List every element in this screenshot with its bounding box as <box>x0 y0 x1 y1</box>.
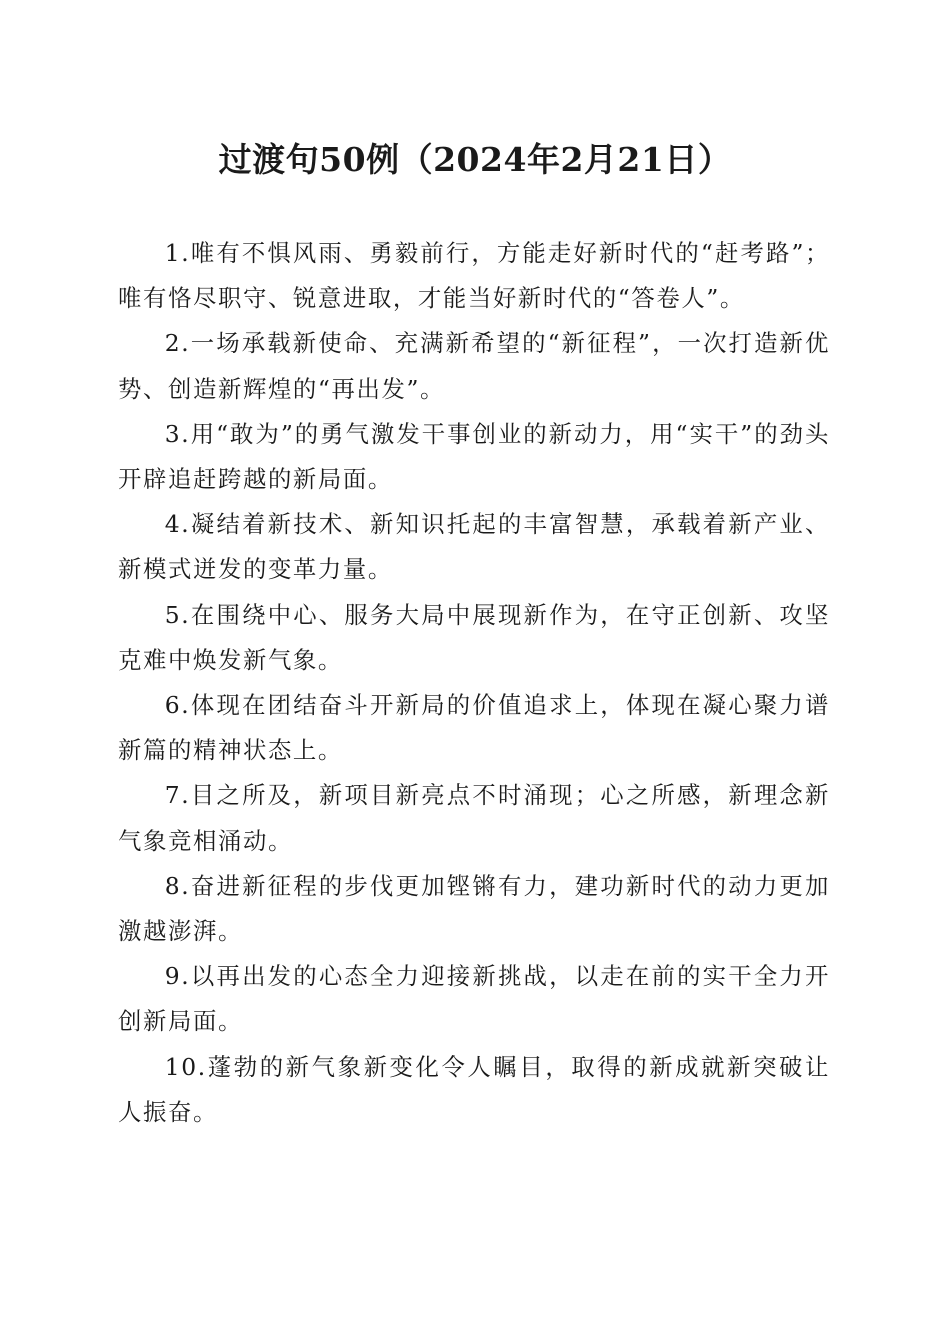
list-item: 7.目之所及，新项目新亮点不时涌现；心之所感，新理念新气象竞相涌动。 <box>118 781 830 855</box>
document-title: 过渡句50例（2024年2月21日） <box>218 140 732 179</box>
list-item: 8.奋进新征程的步伐更加铿锵有力，建功新时代的动力更加激越澎湃。 <box>118 871 830 946</box>
list-item: 3.用“敢为”的勇气激发干事创业的新动力，用“实干”的劲头开辟追赶跨越的新局面。 <box>118 419 830 494</box>
list-item: 2.一场承载新使命、充满新希望的“新征程”，一次打造新优势、创造新辉煌的“再出发”。 <box>118 329 830 403</box>
list-item: 1.唯有不惧风雨、勇毅前行，方能走好新时代的“赶考路”；唯有恪尽职守、锐意进取，才能当好新时代的“答卷人”。 <box>118 239 830 313</box>
document-body <box>118 231 830 1135</box>
list-item: 4.凝结着新技术、新知识托起的丰富智慧，承载着新产业、新模式迸发的变革力量。 <box>118 510 830 584</box>
list-item: 5.在围绕中心、服务大局中展现新作为，在守正创新、攻坚克难中焕发新气象。 <box>118 600 830 674</box>
list-item: 9.以再出发的心态全力迎接新挑战，以走在前的实干全力开创新局面。 <box>118 962 830 1036</box>
list-item: 6.体现在团结奋斗开新局的价值追求上，体现在凝心聚力谱新篇的精神状态上。 <box>118 691 830 765</box>
list-item: 10.蓬勃的新气象新变化令人瞩目，取得的新成就新突破让人振奋。 <box>118 1052 830 1126</box>
